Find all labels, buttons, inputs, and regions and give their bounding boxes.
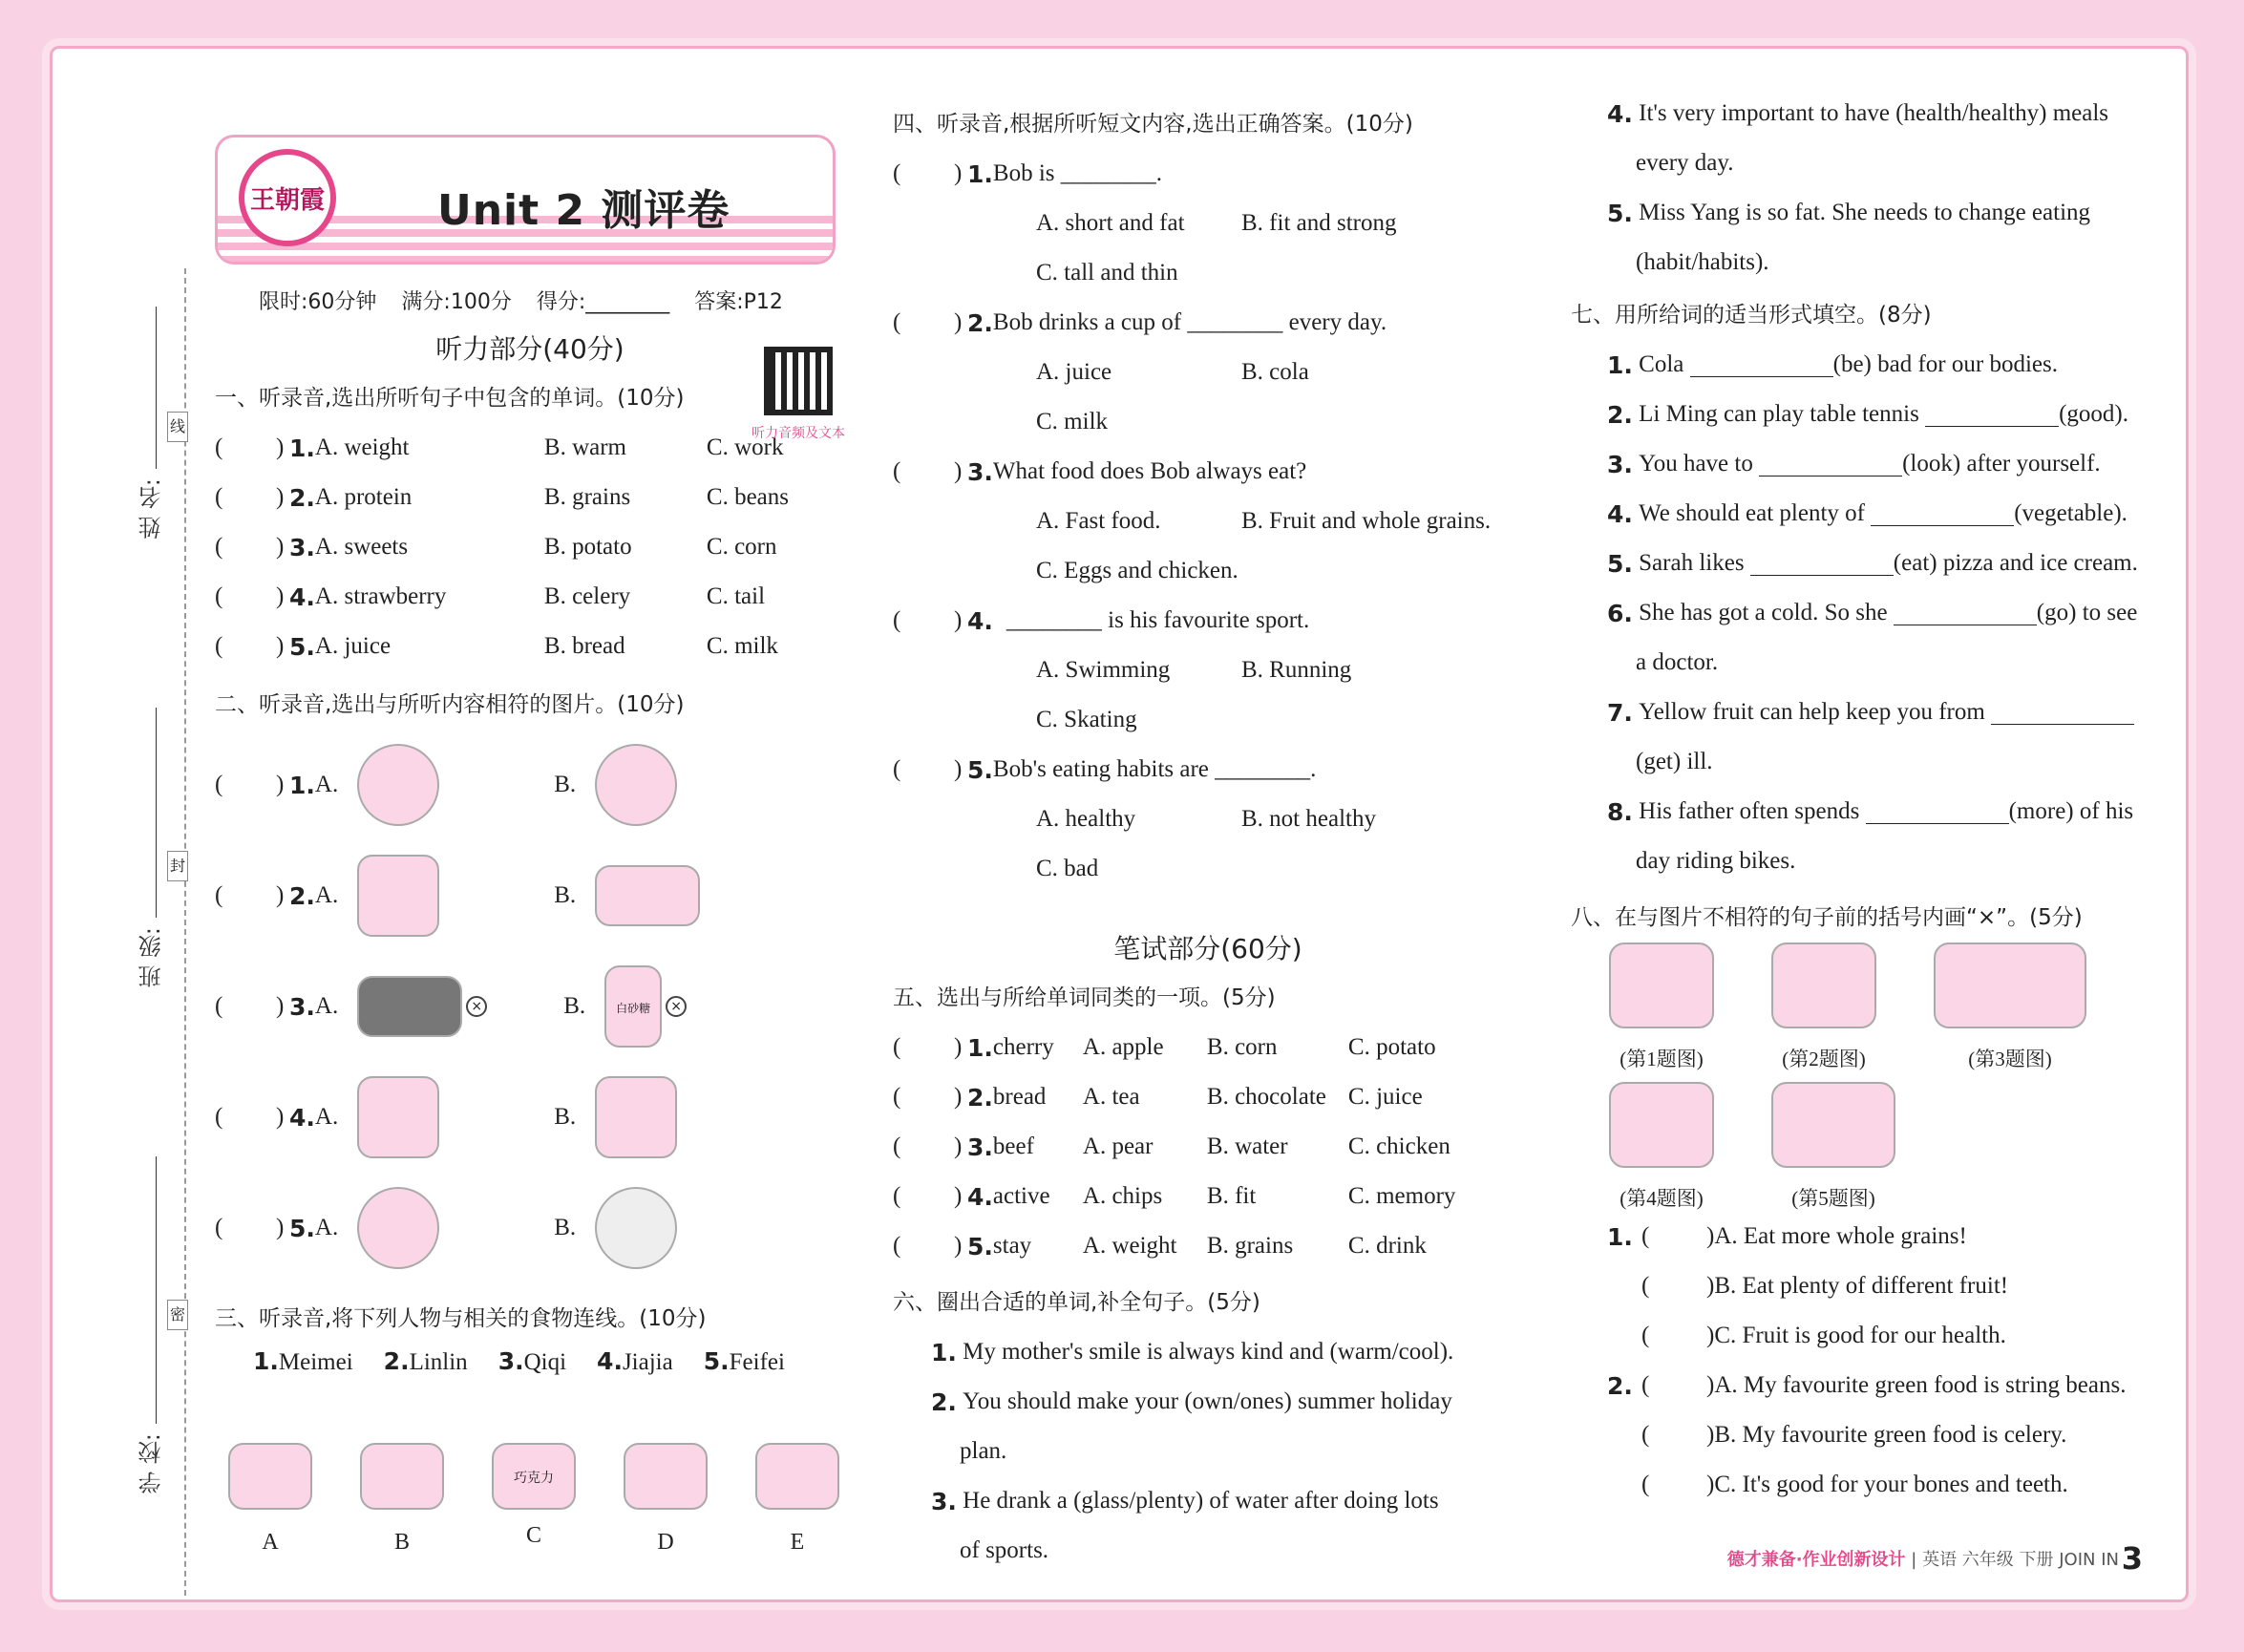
s7-row: day riding bikes.: [1636, 848, 1796, 874]
answer-blank[interactable]: [1750, 551, 1894, 576]
crossed-mark-icon: ×: [466, 996, 487, 1017]
section5-heading: 五、选出与所给单词同类的一项。(5分): [893, 985, 1276, 1010]
s7-row: 1. Cola (be) bad for our bodies.: [1607, 350, 2058, 379]
s6-line: of sports.: [960, 1537, 1049, 1563]
chocolate-icon[interactable]: [357, 976, 462, 1037]
section2-list: [215, 730, 845, 1283]
s8-pictures-row1: [1571, 942, 2191, 1072]
s7-row: 4. We should eat plenty of (vegetable).: [1607, 499, 2128, 528]
s1-row: ( ) 1. A. weight B. warm C. work: [215, 434, 784, 462]
s2-row: ( ) 3. A. × B. 白砂糖 ×: [215, 951, 845, 1062]
binding-tag-line: 线: [167, 412, 188, 442]
qr-caption: 听力音频及文本: [752, 426, 845, 441]
section7-heading: 七、用所给词的适当形式填空。(8分): [1571, 303, 1932, 328]
s2-row: ( ) 2. A. B.: [215, 840, 845, 951]
s4-options: C. tall and thin: [1036, 260, 1178, 286]
binding-tag-seal: 封: [167, 851, 188, 881]
s8-row: ( )B. My favourite green food is celery.: [1641, 1422, 2067, 1448]
answer-blank[interactable]: [1866, 799, 2009, 824]
s4-options: A. healthy B. not healthy: [1036, 806, 1376, 832]
cherry-icon[interactable]: [357, 744, 439, 826]
section8-heading: 八、在与图片不相符的句子前的括号内画“×”。(5分): [1571, 905, 2083, 930]
s7-row: 2. Li Ming can play table tennis (good).: [1607, 400, 2128, 429]
title-banner: [215, 135, 836, 265]
s2-row: ( ) 1. A. B.: [215, 730, 845, 840]
column-left: [215, 135, 845, 1556]
section3-names: [215, 1347, 845, 1376]
girl-exercising-icon: [1609, 1082, 1714, 1168]
answer-blank[interactable]: [1690, 352, 1833, 377]
section3-heading: 三、听录音,将下列人物与相关的食物连线。(10分): [215, 1306, 707, 1331]
s8-picture: (第1题图): [1609, 942, 1714, 1072]
section6-list: [893, 1327, 1523, 1576]
school-line: [156, 1156, 157, 1424]
s6-line: 1. My mother's smile is always kind and (warm/cool).: [931, 1338, 1454, 1366]
s8-row: ( )C. It's good for your bones and teeth.: [1641, 1472, 2068, 1497]
s8-row: ( )B. Eat plenty of different fruit!: [1641, 1273, 2009, 1299]
s4-question: ( ) 4. ________ is his favourite sport.: [893, 606, 1310, 635]
s6-line: plan.: [960, 1438, 1007, 1464]
s5-row: ( ) 5. stay A. weight B. grains C. drink: [893, 1232, 1427, 1260]
section4-list: [893, 149, 1523, 894]
s7-row: 5. Sarah likes (eat) pizza and ice cream.: [1607, 549, 2138, 578]
s4-options: A. juice B. cola: [1036, 359, 1309, 385]
section2-heading: 二、听录音,选出与所听内容相符的图片。(10分): [215, 692, 685, 717]
s4-options: A. Swimming B. Running: [1036, 657, 1352, 683]
cabbage-icon[interactable]: [357, 855, 439, 937]
name-line: [156, 307, 157, 469]
hamburger-icon[interactable]: [357, 1187, 439, 1269]
s2-row: ( ) 5. A. B.: [215, 1173, 845, 1283]
s2-row: ( ) 4. A. B.: [215, 1062, 845, 1173]
person-name[interactable]: 3.Qiqi: [497, 1347, 567, 1375]
s6-line: 3. He drank a (glass/plenty) of water after doing lots: [931, 1487, 1439, 1515]
name-label: 姓 名:: [138, 478, 165, 540]
food-option[interactable]: D: [624, 1443, 708, 1556]
section5-list: [893, 1023, 1523, 1271]
s5-row: ( ) 3. beef A. pear B. water C. chicken: [893, 1133, 1450, 1161]
s7-row: a doctor.: [1636, 649, 1719, 675]
s4-options: A. short and fat B. fit and strong: [1036, 210, 1397, 236]
exam-meta: [215, 286, 845, 315]
score-field[interactable]: 得分:________: [536, 290, 670, 314]
section6-continued: [1571, 89, 2191, 287]
s7-row: (get) ill.: [1636, 749, 1713, 774]
buns-icon: [228, 1443, 312, 1510]
s4-question: ( ) 2. Bob drinks a cup of ________ every day.: [893, 308, 1387, 337]
burger-fries-icon: [1771, 1082, 1895, 1168]
section1-heading: 一、听录音,选出所听句子中包含的单词。(10分): [215, 386, 685, 411]
watermelon-icon: [1609, 942, 1714, 1028]
section6-heading: 六、圈出合适的单词,补全句子。(5分): [893, 1290, 1260, 1315]
s6-line: 4. It's very important to have (health/healthy) meals: [1607, 99, 2109, 128]
column-middle: [893, 96, 1523, 1576]
s8-picture: (第4题图): [1609, 1082, 1714, 1212]
chocolate-box-icon: 巧克力: [492, 1443, 576, 1510]
chicken-eggs-icon: [1934, 942, 2086, 1028]
class-line: [156, 708, 157, 918]
section3-foods: [215, 1443, 845, 1556]
s1-row: ( ) 5. A. juice B. bread C. milk: [215, 632, 778, 661]
apple-icon[interactable]: [595, 744, 677, 826]
section7-list: [1571, 340, 2191, 886]
page-title: Unit 2 测评卷: [437, 186, 730, 235]
s4-options: A. Fast food. B. Fruit and whole grains.: [1036, 508, 1492, 534]
s4-options: C. milk: [1036, 409, 1109, 434]
answer-blank[interactable]: [1991, 700, 2134, 725]
s4-question: ( ) 3. What food does Bob always eat?: [893, 457, 1307, 486]
rice-bowl-icon[interactable]: [595, 1187, 677, 1269]
celery-icon: [1771, 942, 1876, 1028]
s4-options: C. Skating: [1036, 707, 1137, 732]
s5-row: ( ) 1. cherry A. apple B. corn C. potato: [893, 1033, 1436, 1062]
section4-heading: 四、听录音,根据所听短文内容,选出正确答案。(10分): [893, 112, 1413, 137]
s6-line: 5. Miss Yang is so fat. She needs to change eating: [1607, 199, 2091, 227]
worksheet-page: [50, 46, 2189, 1602]
page-number: 3: [2121, 1540, 2143, 1577]
person-name[interactable]: 1.Meimei: [253, 1347, 353, 1375]
crossed-mark-icon: ×: [666, 996, 687, 1017]
s8-row: 1. ( )A. Eat more whole grains!: [1607, 1222, 1967, 1251]
s7-row: 7. Yellow fruit can help keep you from: [1571, 688, 2191, 737]
s7-row: 6. She has got a cold. So she (go) to see: [1607, 599, 2138, 627]
answer-blank[interactable]: [1894, 601, 2037, 625]
time-limit: 限时:60分钟: [259, 290, 377, 314]
s8-picture: (第3题图): [1934, 942, 2086, 1072]
footer: [1727, 1546, 2119, 1571]
column-right: [1571, 89, 2191, 1510]
answer-blank[interactable]: [1759, 452, 1902, 477]
footer-info: | 英语 六年级 下册 JOIN IN: [1911, 1550, 2119, 1570]
person-name[interactable]: 4.Jiajia: [597, 1347, 673, 1375]
s8-row: 2. ( )A. My favourite green food is string beans.: [1607, 1371, 2127, 1400]
grapes-icon: [755, 1443, 839, 1510]
s6-line: every day.: [1636, 150, 1734, 176]
binding-strip: [129, 268, 186, 1596]
food-option[interactable]: 巧克力 C: [492, 1443, 576, 1556]
s5-row: ( ) 2. bread A. tea B. chocolate C. juice: [893, 1083, 1423, 1112]
binding-tag-secret: 密: [167, 1300, 188, 1330]
s4-options: C. bad: [1036, 856, 1099, 881]
food-option[interactable]: E: [755, 1443, 839, 1556]
vegetables-icon: [360, 1443, 444, 1510]
class-label: 班 级:: [138, 927, 165, 988]
answer-blank[interactable]: [1871, 501, 2014, 526]
candy-icon: [624, 1443, 708, 1510]
s7-row: 8. His father often spends (more) of his: [1607, 797, 2134, 826]
s8-list: [1571, 1212, 2191, 1510]
s1-row: ( ) 4. A. strawberry B. celery C. tail: [215, 582, 766, 611]
sugar-bag-icon[interactable]: 白砂糖: [604, 965, 662, 1048]
brand-logo: 王朝霞: [239, 149, 336, 246]
s4-options: C. Eggs and chicken.: [1036, 558, 1238, 583]
full-score: 满分:100分: [401, 290, 512, 314]
written-title: 笔试部分(60分): [1113, 933, 1302, 964]
listening-title: 听力部分(40分): [435, 333, 625, 365]
s8-pictures-row2: [1571, 1082, 2191, 1212]
footer-brand: 德才兼备·作业创新设计: [1726, 1550, 1906, 1570]
s8-picture: (第5题图): [1771, 1082, 1895, 1212]
s5-row: ( ) 4. active A. chips B. fit C. memory: [893, 1182, 1456, 1211]
s6-line: 2. You should make your (own/ones) summer holiday: [931, 1387, 1452, 1416]
food-option[interactable]: B: [360, 1443, 444, 1556]
qr-code-icon[interactable]: [764, 347, 833, 415]
s7-row: 3. You have to (look) after yourself.: [1607, 450, 2101, 478]
beans-icon[interactable]: [595, 865, 700, 926]
section1-list: [215, 423, 845, 671]
s6-line: (habit/habits).: [1636, 249, 1769, 275]
person-name[interactable]: 2.Linlin: [383, 1347, 468, 1375]
answer-ref: 答案:P12: [694, 290, 783, 314]
s4-question: ( ) 1. Bob is ________.: [893, 159, 1163, 188]
carrot-icon[interactable]: [595, 1076, 677, 1158]
school-label: 学 校:: [138, 1433, 165, 1494]
s8-picture: (第2题图): [1771, 942, 1876, 1072]
person-name[interactable]: 5.Feifei: [703, 1347, 785, 1375]
celery-icon[interactable]: [357, 1076, 439, 1158]
s1-row: ( ) 2. A. protein B. grains C. beans: [215, 483, 790, 512]
s8-row: ( )C. Fruit is good for our health.: [1641, 1323, 2006, 1348]
s1-row: ( ) 3. A. sweets B. potato C. corn: [215, 533, 777, 561]
s4-question: ( ) 5. Bob's eating habits are ________.: [893, 755, 1317, 784]
food-option[interactable]: A: [228, 1443, 312, 1556]
answer-blank[interactable]: [1925, 402, 2059, 427]
